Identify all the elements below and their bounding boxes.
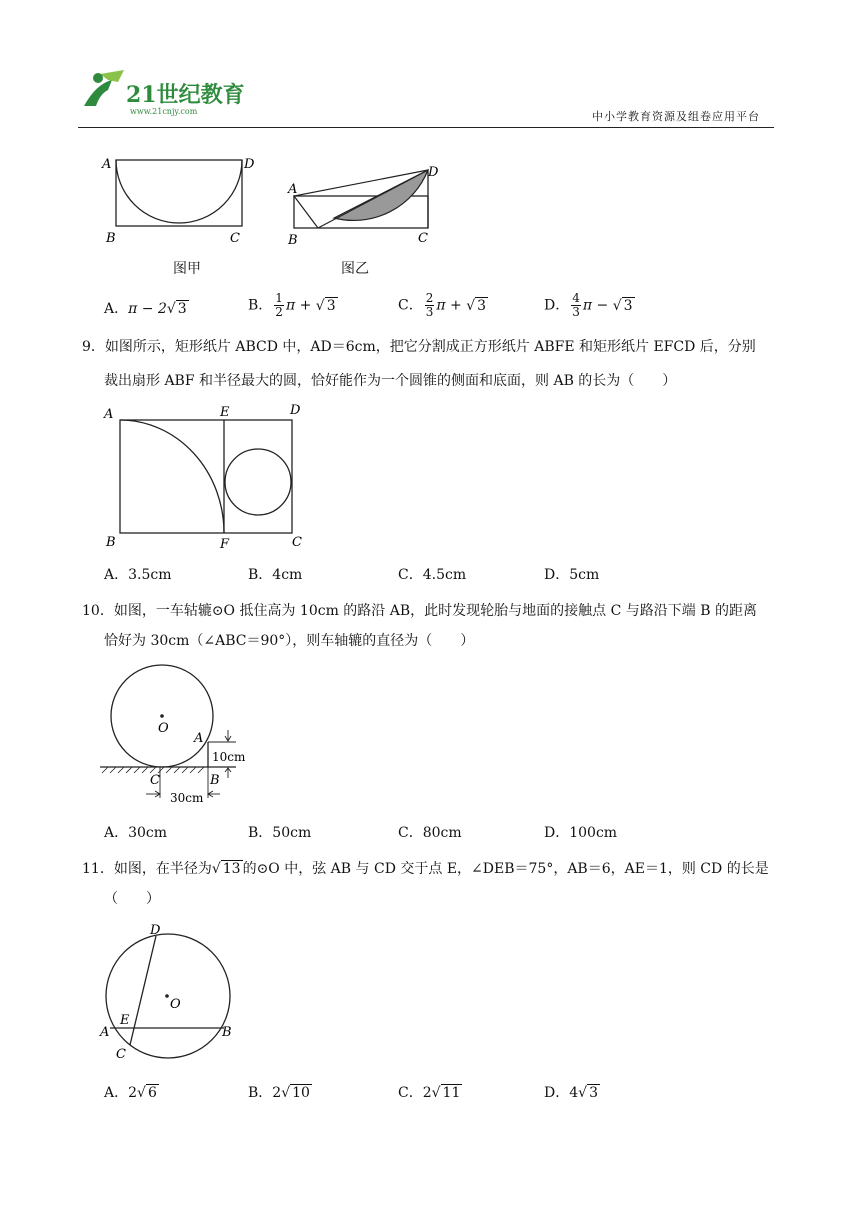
svg-text:F: F — [220, 537, 230, 552]
q10-option-b[interactable]: B．50cm — [248, 825, 312, 841]
svg-text:C: C — [418, 231, 428, 246]
q9-stem-line2: 裁出扇形 ABF 和半径最大的圆，恰好能作为一个圆锥的侧面和底面，则 AB 的长为（ ） — [104, 373, 677, 389]
q8-caption-jia: 图甲 — [173, 261, 201, 277]
svg-text:C: C — [116, 1047, 126, 1062]
q10-stem-line1: 10．如图，一车轱辘⊙O 抵住高为 10cm 的路沿 AB，此时发现轮胎与地面的接触点 C 与路沿下端 B 的距离 — [82, 603, 757, 619]
q10-stem-line2: 恰好为 30cm（∠ABC＝90°），则车轴辘的直径为（ ） — [104, 633, 475, 649]
svg-text:O: O — [158, 721, 169, 736]
svg-text:E: E — [220, 405, 230, 420]
q8-option-b[interactable]: B． $\frac{1}{2}$ π + √ 3 — [248, 291, 336, 319]
q10-option-d[interactable]: D．100cm — [544, 825, 618, 841]
q11-stem-line2: （ ） — [104, 891, 160, 907]
svg-text:D: D — [150, 923, 161, 938]
q11-figure — [96, 918, 246, 1064]
svg-text:A: A — [288, 182, 298, 197]
svg-text:C: C — [230, 231, 240, 246]
site-logo — [78, 66, 248, 122]
svg-text:C: C — [150, 773, 160, 788]
q11-option-c[interactable]: C．2√ 11 — [398, 1085, 461, 1101]
svg-text:30cm: 30cm — [170, 791, 204, 805]
svg-text:E: E — [120, 1013, 130, 1028]
svg-text:B: B — [288, 233, 298, 248]
q8-figure-yi — [284, 160, 444, 250]
svg-text:D: D — [244, 157, 255, 172]
q11-option-b[interactable]: B．2√ 10 — [248, 1085, 310, 1101]
q10-option-c[interactable]: C．80cm — [398, 825, 462, 841]
q9-figure — [100, 400, 320, 552]
q8-option-c[interactable]: C． $\frac{2}{3}$ π + √ 3 — [398, 291, 487, 319]
q8-caption-yi: 图乙 — [341, 261, 369, 277]
svg-text:A: A — [102, 157, 112, 172]
q10-figure — [96, 660, 266, 810]
svg-text:B: B — [106, 231, 116, 246]
svg-text:A: A — [100, 1025, 110, 1040]
q11-option-d[interactable]: D．4√ 3 — [544, 1085, 598, 1101]
svg-text:B: B — [222, 1025, 232, 1040]
logo-text: 21世纪教育 — [126, 82, 245, 108]
svg-text:C: C — [292, 535, 302, 550]
logo-url: www.21cnjy.com — [130, 107, 198, 116]
q11-stem-line1: 11．如图，在半径为√ 13 的⊙O 中，弦 AB 与 CD 交于点 E，∠DEB＝75°，AB＝6，AE＝1，则 CD 的长是 — [82, 861, 769, 877]
svg-text:D: D — [290, 403, 301, 418]
q9-option-d[interactable]: D．5cm — [544, 567, 600, 583]
q11-option-a[interactable]: A．2√ 6 — [104, 1085, 157, 1101]
svg-text:A: A — [194, 731, 204, 746]
q9-stem-line1: 9．如图所示，矩形纸片 ABCD 中，AD＝6cm，把它分割成正方形纸片 ABFE 和矩形纸片 EFCD 后，分别 — [82, 339, 756, 355]
svg-text:10cm: 10cm — [212, 750, 246, 764]
q9-option-c[interactable]: C．4.5cm — [398, 567, 467, 583]
svg-text:O: O — [170, 997, 181, 1012]
svg-text:B: B — [106, 535, 116, 550]
svg-text:A: A — [104, 407, 114, 422]
q10-option-a[interactable]: A．30cm — [104, 825, 168, 841]
header-divider — [78, 127, 774, 128]
platform-name: 中小学教育资源及组卷应用平台 — [592, 110, 760, 123]
q8-option-d[interactable]: D． $\frac{4}{3}$ π − √ 3 — [544, 291, 633, 319]
q8-figure-jia — [100, 150, 270, 250]
q9-option-a[interactable]: A．3.5cm — [104, 567, 172, 583]
svg-text:D: D — [428, 165, 439, 180]
svg-text:B: B — [210, 773, 220, 788]
q9-option-b[interactable]: B．4cm — [248, 567, 303, 583]
q8-option-a[interactable]: A．π − 2√ 3 — [104, 301, 187, 317]
